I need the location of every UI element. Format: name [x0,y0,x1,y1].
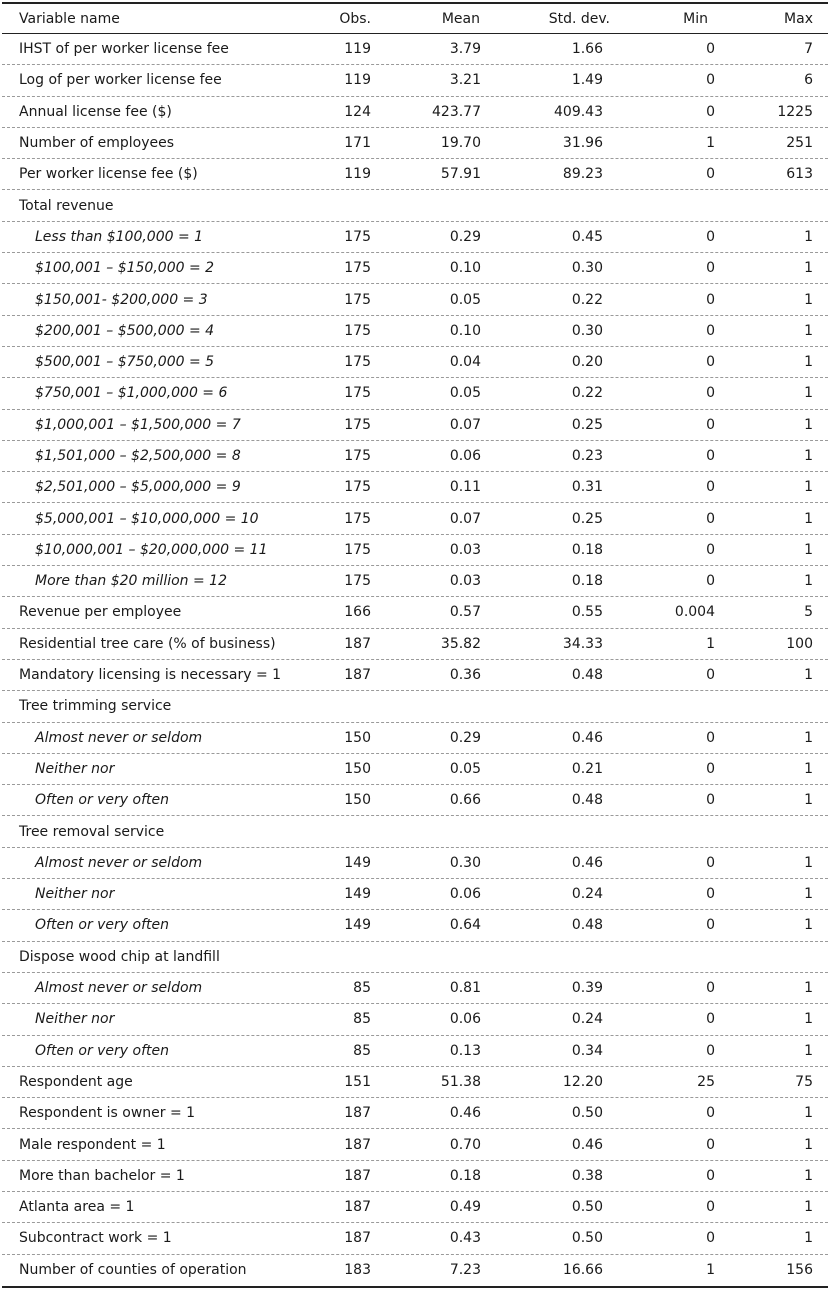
cell-obs: 149 [344,854,371,871]
table-row [2,723,828,754]
cell-std-dev: 0.46 [571,1136,603,1153]
cell-max: 1 [804,385,813,402]
cell-max: 1 [804,354,813,371]
cell-min: 0 [706,41,715,58]
cell-obs: 175 [344,573,371,590]
cell-mean: 0.04 [449,354,481,371]
cell-mean: 7.23 [449,1262,481,1279]
cell-min: 25 [697,1073,715,1090]
cell-variable-name: Atlanta area = 1 [19,1199,135,1216]
cell-max: 1 [804,1105,813,1122]
cell-std-dev: 12.20 [562,1073,603,1090]
cell-variable-name: Total revenue [19,197,114,214]
table-row [2,1192,828,1223]
cell-variable-name: Number of employees [19,135,175,152]
cell-mean: 0.11 [449,479,481,496]
cell-min: 0 [706,541,715,558]
table-row [2,848,828,879]
cell-mean: 0.46 [449,1105,481,1122]
cell-obs: 166 [344,604,371,621]
cell-min: 0 [706,667,715,684]
cell-obs: 150 [344,792,371,809]
cell-min: 0 [706,1042,715,1059]
cell-mean: 0.29 [449,228,481,245]
cell-min: 0 [706,260,715,277]
table-row [2,1067,828,1098]
cell-max: 1 [804,510,813,527]
cell-obs: 175 [344,416,371,433]
cell-variable-name: Subcontract work = 1 [19,1230,172,1247]
cell-min: 1 [706,135,715,152]
cell-obs: 151 [344,1073,371,1090]
cell-max: 1 [804,260,813,277]
table-row [2,410,828,441]
cell-max: 1 [804,917,813,934]
cell-mean: 0.43 [449,1230,481,1247]
cell-max: 1 [804,667,813,684]
cell-obs: 124 [344,103,371,120]
cell-variable-name: Neither nor [35,1011,115,1028]
cell-max: 1 [804,479,813,496]
cell-mean: 0.03 [449,541,481,558]
header-min: Min [683,10,708,27]
table-row [2,1129,828,1160]
table-row [2,1223,828,1254]
cell-variable-name: Annual license fee ($) [19,103,172,120]
cell-std-dev: 0.46 [571,854,603,871]
cell-min: 0 [706,1230,715,1247]
cell-max: 1 [804,448,813,464]
cell-min: 0 [706,166,715,183]
cell-variable-name: Almost never or seldom [35,854,203,871]
cell-mean: 0.81 [449,980,481,997]
header-max: Max [784,10,813,27]
cell-std-dev: 0.48 [571,792,603,809]
cell-obs: 175 [344,448,371,464]
cell-max: 1 [804,1136,813,1153]
cell-variable-name: $100,001 – $150,000 = 2 [35,260,215,277]
cell-max: 1 [804,291,813,308]
cell-min: 0 [706,886,715,903]
cell-variable-name: Tree trimming service [19,698,172,715]
cell-std-dev: 16.66 [562,1262,603,1279]
cell-mean: 0.70 [449,1136,481,1153]
cell-variable-name: Respondent age [19,1073,133,1090]
cell-variable-name: $500,001 – $750,000 = 5 [35,354,215,371]
cell-std-dev: 0.48 [571,667,603,684]
cell-variable-name: $750,001 – $1,000,000 = 6 [35,385,228,402]
cell-std-dev: 0.30 [571,322,603,339]
table-row [2,1161,828,1192]
cell-std-dev: 31.96 [562,135,603,152]
cell-variable-name: $1,501,000 – $2,500,000 = 8 [35,448,241,464]
cell-std-dev: 0.38 [571,1167,603,1184]
table-row [2,973,828,1004]
cell-variable-name: More than bachelor = 1 [19,1167,185,1184]
cell-mean: 0.66 [449,792,481,809]
cell-mean: 0.06 [449,448,481,464]
table-row [2,1098,828,1129]
cell-std-dev: 0.24 [571,886,603,903]
cell-variable-name: IHST of per worker license fee [19,41,229,58]
cell-variable-name: $1,000,001 – $1,500,000 = 7 [35,416,241,433]
table-row [2,942,828,973]
cell-max: 1 [804,886,813,903]
cell-std-dev: 0.25 [571,510,603,527]
cell-obs: 175 [344,228,371,245]
table-header-row [2,4,828,34]
header-std-dev: Std. dev. [548,10,610,27]
table-row [2,503,828,534]
table-row [2,159,828,190]
cell-variable-name: Tree removal service [19,823,165,840]
cell-variable-name: More than $20 million = 12 [35,573,227,590]
table-row [2,660,828,691]
cell-variable-name: Respondent is owner = 1 [19,1105,196,1122]
cell-min: 0 [706,760,715,777]
cell-variable-name: Mandatory licensing is necessary = 1 [19,667,282,684]
cell-min: 0 [706,228,715,245]
cell-min: 0 [706,103,715,120]
cell-std-dev: 0.22 [571,385,603,402]
cell-mean: 19.70 [440,135,481,152]
cell-std-dev: 0.50 [571,1105,603,1122]
cell-min: 0 [706,72,715,89]
table-row [2,816,828,847]
table-row [2,566,828,597]
cell-min: 0.004 [674,604,715,621]
table-row [2,316,828,347]
cell-obs: 175 [344,354,371,371]
cell-max: 1 [804,1167,813,1184]
cell-variable-name: Less than $100,000 = 1 [35,228,204,245]
table-row [2,1004,828,1035]
cell-min: 0 [706,448,715,464]
cell-std-dev: 0.22 [571,291,603,308]
table-row [2,910,828,941]
cell-mean: 0.06 [449,1011,481,1028]
cell-min: 0 [706,1105,715,1122]
cell-std-dev: 0.50 [571,1199,603,1216]
cell-std-dev: 0.34 [571,1042,603,1059]
cell-mean: 0.64 [449,917,481,934]
table-row [2,128,828,159]
cell-variable-name: Often or very often [35,792,170,809]
header-mean: Mean [441,10,480,27]
cell-obs: 175 [344,322,371,339]
cell-max: 1 [804,1042,813,1059]
cell-variable-name: Male respondent = 1 [19,1136,166,1153]
cell-obs: 85 [353,980,371,997]
cell-variable-name: $2,501,000 – $5,000,000 = 9 [35,479,241,496]
cell-variable-name: Per worker license fee ($) [19,166,198,183]
cell-min: 0 [706,792,715,809]
cell-std-dev: 0.50 [571,1230,603,1247]
cell-mean: 0.30 [449,854,481,871]
cell-obs: 175 [344,479,371,496]
cell-min: 0 [706,1136,715,1153]
cell-max: 1 [804,573,813,590]
table-row [2,785,828,816]
cell-obs: 119 [344,166,371,183]
table-row [2,378,828,409]
cell-mean: 0.07 [449,416,481,433]
cell-mean: 0.18 [449,1167,481,1184]
cell-variable-name: Revenue per employee [19,604,182,621]
cell-mean: 0.05 [449,291,481,308]
cell-obs: 150 [344,729,371,746]
table-row [2,1036,828,1067]
cell-min: 0 [706,479,715,496]
cell-obs: 187 [344,635,371,652]
cell-std-dev: 0.31 [571,479,603,496]
cell-std-dev: 89.23 [562,166,603,183]
cell-obs: 175 [344,291,371,308]
table-row [2,1255,828,1286]
cell-std-dev: 0.20 [571,354,603,371]
cell-min: 0 [706,510,715,527]
header-obs: Obs. [339,10,371,27]
cell-std-dev: 0.30 [571,260,603,277]
cell-max: 251 [786,135,813,152]
cell-obs: 187 [344,1136,371,1153]
cell-std-dev: 0.18 [571,573,603,590]
table-row [2,97,828,128]
cell-mean: 0.49 [449,1199,481,1216]
cell-max: 1 [804,1011,813,1028]
cell-max: 1 [804,980,813,997]
cell-obs: 175 [344,260,371,277]
cell-variable-name: $10,000,001 – $20,000,000 = 11 [35,541,268,558]
cell-obs: 119 [344,41,371,58]
cell-std-dev: 0.18 [571,541,603,558]
cell-mean: 0.10 [449,260,481,277]
summary-statistics-table [2,2,828,1288]
cell-min: 0 [706,1199,715,1216]
cell-max: 100 [786,635,813,652]
cell-max: 1 [804,322,813,339]
cell-std-dev: 0.25 [571,416,603,433]
cell-variable-name: Log of per worker license fee [19,72,222,89]
cell-min: 0 [706,322,715,339]
cell-mean: 423.77 [432,103,481,120]
cell-std-dev: 0.24 [571,1011,603,1028]
cell-min: 0 [706,385,715,402]
cell-obs: 183 [344,1262,371,1279]
cell-obs: 149 [344,886,371,903]
table-row [2,34,828,65]
cell-min: 0 [706,354,715,371]
cell-variable-name: Almost never or seldom [35,980,203,997]
table-body [2,34,828,1286]
cell-mean: 0.36 [449,667,481,684]
cell-obs: 187 [344,667,371,684]
cell-std-dev: 0.45 [571,228,603,245]
cell-obs: 171 [344,135,371,152]
table-row [2,629,828,660]
cell-std-dev: 0.21 [571,760,603,777]
cell-max: 1 [804,541,813,558]
cell-obs: 150 [344,760,371,777]
table-row [2,190,828,221]
cell-variable-name: Neither nor [35,760,115,777]
cell-std-dev: 34.33 [562,635,603,652]
cell-max: 1 [804,854,813,871]
cell-mean: 0.57 [449,604,481,621]
cell-obs: 187 [344,1105,371,1122]
cell-std-dev: 0.46 [571,729,603,746]
table-row [2,65,828,96]
cell-obs: 85 [353,1011,371,1028]
cell-max: 156 [786,1262,813,1279]
table-row [2,879,828,910]
cell-obs: 149 [344,917,371,934]
cell-variable-name: $5,000,001 – $10,000,000 = 10 [35,510,259,527]
cell-min: 0 [706,291,715,308]
cell-min: 0 [706,416,715,433]
cell-min: 1 [706,635,715,652]
cell-mean: 3.79 [449,41,481,58]
cell-obs: 119 [344,72,371,89]
cell-std-dev: 0.48 [571,917,603,934]
table-row [2,347,828,378]
cell-mean: 0.29 [449,729,481,746]
table-row [2,284,828,315]
cell-max: 1 [804,729,813,746]
table-row [2,441,828,472]
cell-variable-name: Dispose wood chip at landfill [19,948,220,965]
table-row [2,691,828,722]
cell-mean: 0.07 [449,510,481,527]
cell-obs: 175 [344,510,371,527]
cell-mean: 3.21 [449,72,481,89]
cell-std-dev: 0.55 [571,604,603,621]
cell-max: 1 [804,1230,813,1247]
cell-mean: 57.91 [440,166,481,183]
cell-std-dev: 1.49 [571,72,603,89]
cell-min: 0 [706,1011,715,1028]
cell-max: 1 [804,1199,813,1216]
cell-mean: 0.10 [449,322,481,339]
table-row [2,472,828,503]
cell-mean: 35.82 [440,635,481,652]
cell-min: 1 [706,1262,715,1279]
table-row [2,253,828,284]
cell-variable-name: Often or very often [35,917,170,934]
cell-max: 1 [804,760,813,777]
cell-obs: 187 [344,1167,371,1184]
cell-std-dev: 409.43 [554,103,603,120]
cell-variable-name: Almost never or seldom [35,729,203,746]
cell-mean: 0.13 [449,1042,481,1059]
cell-mean: 0.06 [449,886,481,903]
cell-obs: 175 [344,541,371,558]
cell-min: 0 [706,854,715,871]
cell-obs: 85 [353,1042,371,1059]
cell-variable-name: Residential tree care (% of business) [19,635,276,652]
cell-mean: 0.05 [449,760,481,777]
cell-max: 6 [804,72,813,89]
cell-max: 5 [804,604,813,621]
cell-mean: 0.05 [449,385,481,402]
cell-mean: 0.03 [449,573,481,590]
table-row [2,754,828,785]
cell-variable-name: Number of counties of operation [19,1262,247,1279]
cell-obs: 175 [344,385,371,402]
cell-max: 75 [795,1073,813,1090]
table-row [2,597,828,628]
cell-variable-name: $150,001- $200,000 = 3 [35,291,208,308]
cell-max: 7 [804,41,813,58]
cell-variable-name: $200,001 – $500,000 = 4 [35,322,215,339]
cell-obs: 187 [344,1199,371,1216]
cell-max: 1225 [777,103,813,120]
cell-max: 1 [804,416,813,433]
table-row [2,222,828,253]
cell-variable-name: Neither nor [35,886,115,903]
cell-min: 0 [706,917,715,934]
header-variable-name: Variable name [19,10,120,27]
cell-max: 613 [786,166,813,183]
cell-std-dev: 0.39 [571,980,603,997]
cell-std-dev: 0.23 [571,448,603,464]
cell-variable-name: Often or very often [35,1042,170,1059]
cell-obs: 187 [344,1230,371,1247]
cell-std-dev: 1.66 [571,41,603,58]
cell-min: 0 [706,573,715,590]
cell-min: 0 [706,980,715,997]
cell-max: 1 [804,792,813,809]
cell-min: 0 [706,1167,715,1184]
cell-max: 1 [804,228,813,245]
cell-mean: 51.38 [440,1073,481,1090]
cell-min: 0 [706,729,715,746]
table-row [2,535,828,566]
